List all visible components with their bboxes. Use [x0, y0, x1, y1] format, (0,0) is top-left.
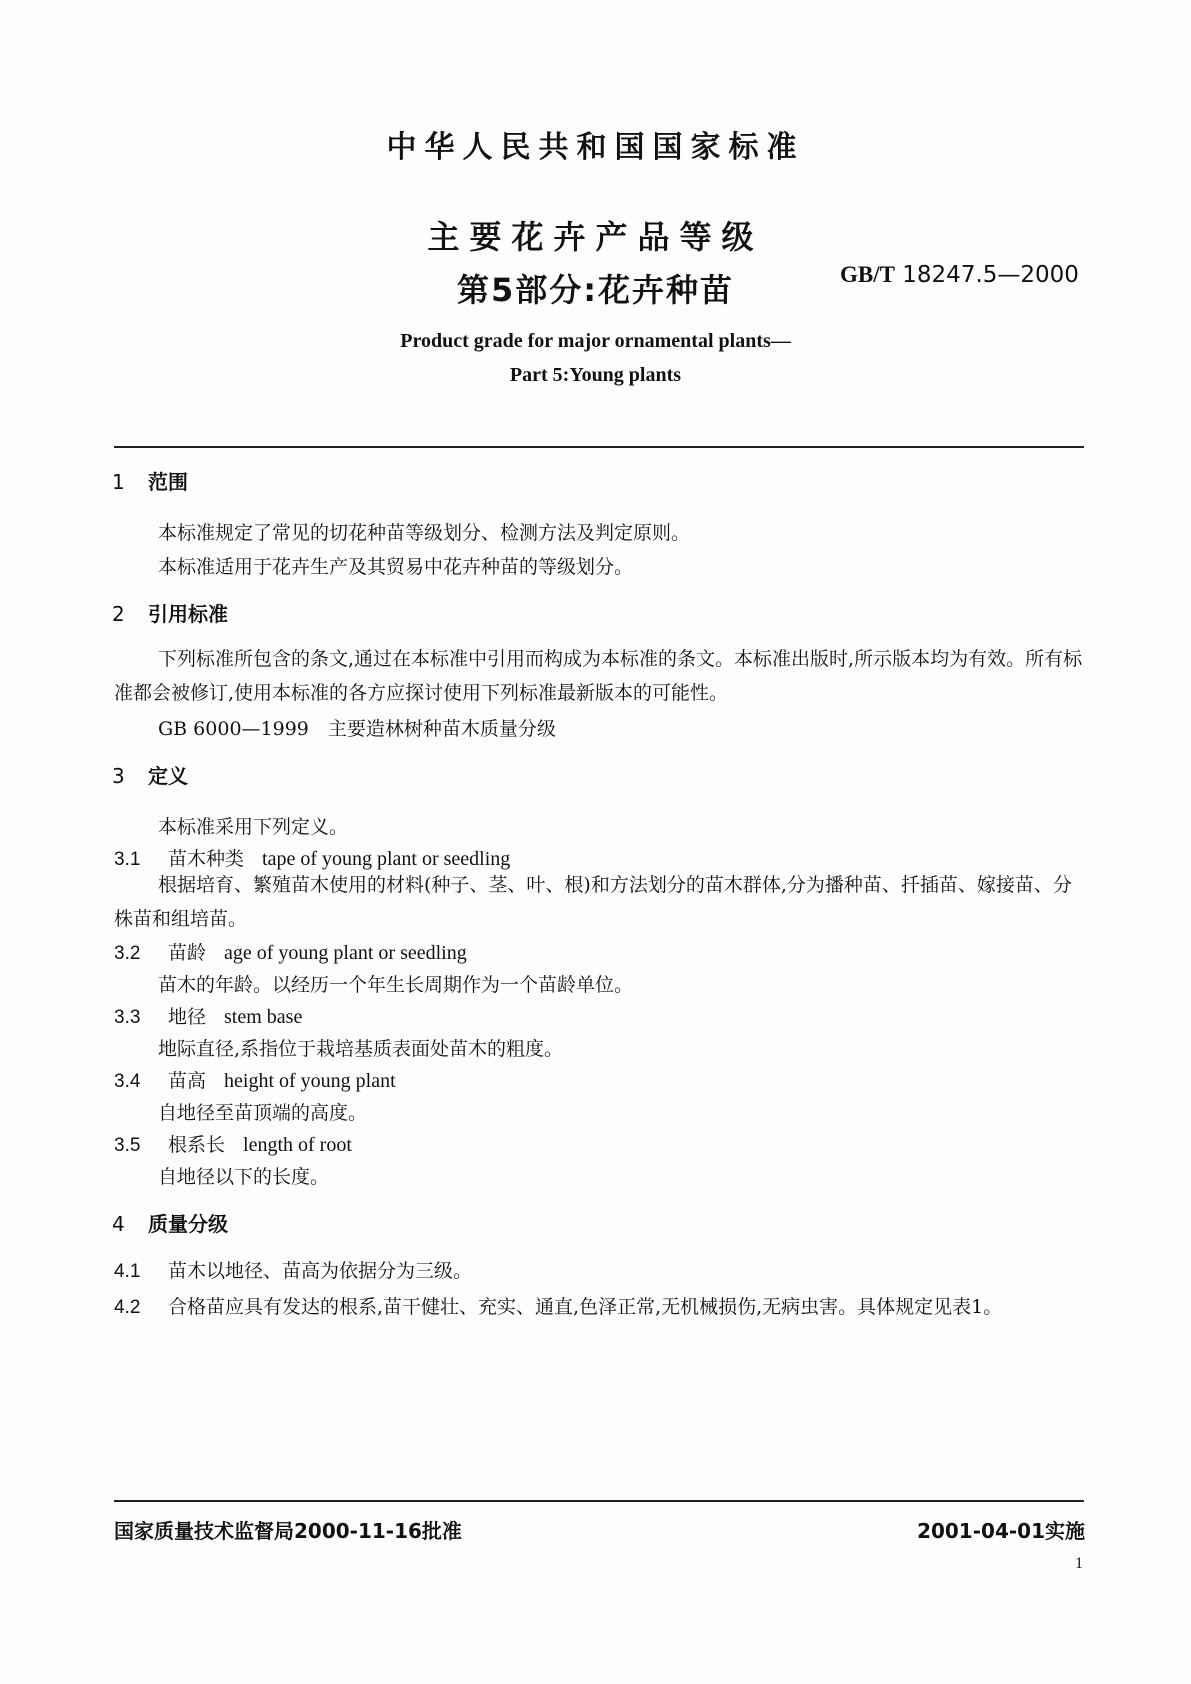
term-cn: 苗龄	[168, 942, 207, 964]
term-cn: 苗木种类	[168, 848, 245, 870]
standard-code-prefix: GB/T	[840, 262, 895, 287]
term-en: age of young plant or seedling	[224, 942, 467, 964]
definition-text: 自地径以下的长度。	[158, 1166, 330, 1188]
paragraph: 本标准适用于花卉生产及其贸易中花卉种苗的等级划分。	[158, 556, 634, 578]
definition-3-5	[114, 1130, 352, 1157]
term-en: stem base	[224, 1006, 303, 1028]
term-cn: 地径	[168, 1006, 207, 1028]
clause-number: 3.4	[114, 1071, 141, 1092]
definition-text: 苗木的年龄。以经历一个年生长周期作为一个苗龄单位。	[158, 974, 634, 996]
term-cn: 根系长	[168, 1134, 226, 1156]
definition-3-4	[114, 1066, 396, 1093]
term-en: tape of young plant or seedling	[262, 848, 511, 870]
section-number: 3	[112, 764, 125, 788]
clause-number: 3.2	[114, 943, 141, 964]
section-1-heading	[112, 466, 188, 495]
clause-number: 3.3	[114, 1007, 141, 1028]
clause-text: 苗木以地径、苗高为依据分为三级。	[168, 1260, 473, 1282]
issue-date: 国家质量技术监督局2000-11-16批准	[114, 1519, 462, 1543]
standard-code-number: 18247.5—2000	[902, 262, 1079, 288]
section-title: 质量分级	[148, 1212, 228, 1236]
title-cn-line2: 第5部分:花卉种苗	[456, 271, 735, 309]
section-title: 定义	[148, 764, 188, 788]
clause-4-2	[114, 1290, 1084, 1325]
definition-text: 自地径至苗顶端的高度。	[158, 1102, 368, 1124]
clause-number: 4.2	[114, 1297, 141, 1318]
normative-reference: GB 6000—1999 主要造林树种苗木质量分级	[158, 718, 556, 740]
paragraph: 本标准采用下列定义。	[158, 816, 349, 838]
definition-text: 根据培育、繁殖苗木使用的材料(种子、茎、叶、根)和方法划分的苗木群体,分为播种苗、扦插苗、嫁接苗、分株苗和组培苗。	[114, 874, 1072, 930]
page-number: 1	[1075, 1555, 1083, 1572]
section-2-heading	[112, 598, 228, 627]
clause-number: 3.1	[114, 849, 141, 870]
section-4-heading	[112, 1208, 228, 1237]
section-3-heading	[112, 760, 188, 789]
header-divider	[114, 446, 1084, 448]
definition-3-1	[114, 844, 510, 871]
section-number: 2	[112, 602, 125, 626]
definition-text: 地际直径,系指位于栽培基质表面处苗木的粗度。	[158, 1038, 564, 1060]
section-number: 4	[112, 1212, 125, 1236]
effective-date: 2001-04-01实施	[917, 1519, 1085, 1543]
clause-number: 4.1	[114, 1261, 141, 1282]
term-en: height of young plant	[224, 1070, 396, 1092]
paragraph: 本标准规定了常见的切花种苗等级划分、检测方法及判定原则。	[158, 522, 691, 544]
title-en-line2: Part 5:Young plants	[509, 364, 682, 386]
standard-code	[840, 262, 1079, 288]
clause-4-1	[114, 1256, 472, 1283]
title-en-line1: Product grade for major ornamental plants—	[400, 330, 791, 352]
section-title: 引用标准	[148, 602, 228, 626]
title-cn-line1: 主要花卉产品等级	[427, 218, 764, 256]
definition-3-2	[114, 938, 467, 965]
section-number: 1	[112, 470, 125, 494]
footer-divider	[114, 1500, 1084, 1502]
national-standard-heading: 中华人民共和国国家标准	[386, 130, 805, 165]
term-cn: 苗高	[168, 1070, 207, 1092]
section-title: 范围	[148, 470, 188, 494]
definition-3-3	[114, 1002, 302, 1029]
clause-number: 3.5	[114, 1135, 141, 1156]
term-en: length of root	[243, 1134, 352, 1156]
clause-text: 合格苗应具有发达的根系,苗干健壮、充实、通直,色泽正常,无机械损伤,无病虫害。具体规定见表1。	[168, 1296, 1003, 1318]
paragraph: 下列标准所包含的条文,通过在本标准中引用而构成为本标准的条文。本标准出版时,所示版本均为有效。所有标准都会被修订,使用本标准的各方应探讨使用下列标准最新版本的可能性。	[114, 648, 1083, 704]
